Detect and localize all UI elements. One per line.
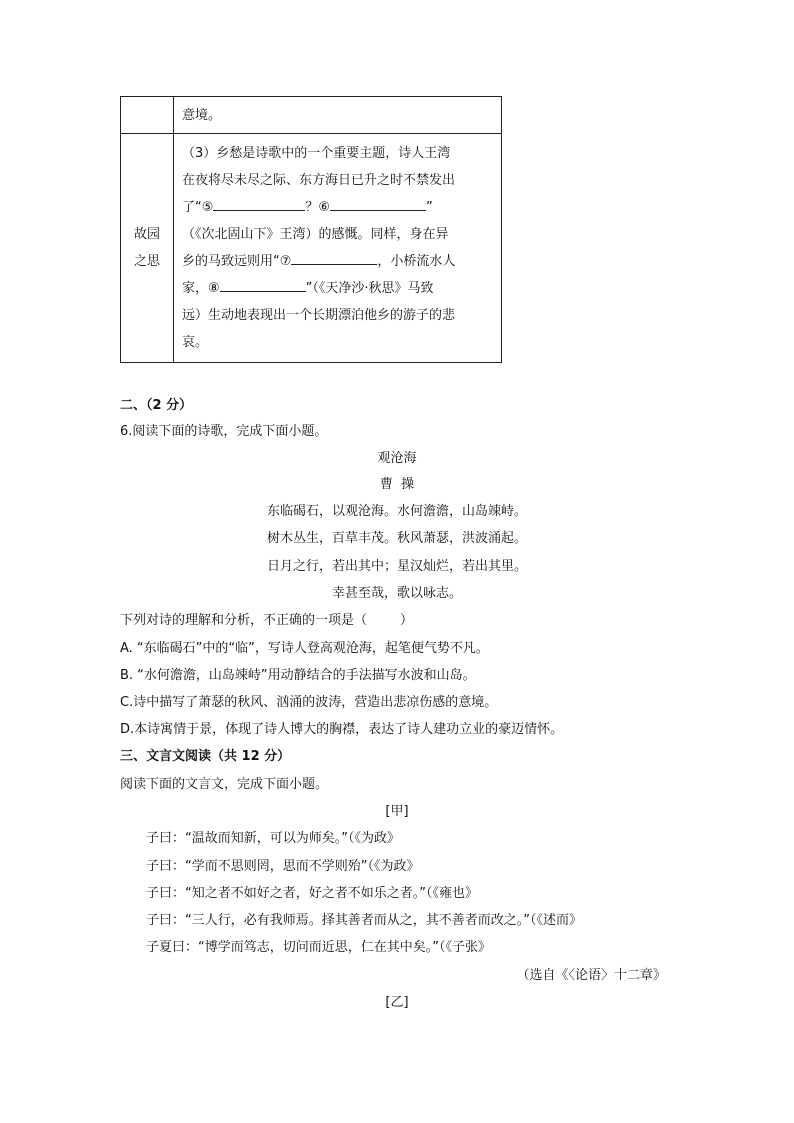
text-fragment: ”（《天净沙·秋思》马致 <box>305 281 434 296</box>
option-a[interactable]: A. “东临碣石”中的“临”，写诗人登高观沧海，起笔便气势不凡。 <box>120 641 489 656</box>
section-heading: 三、文言文阅读（共 12 分） <box>120 749 291 764</box>
quote-line: 子曰：“三人行，必有我师焉。择其善者而从之，其不善者而改之。”（《述而》 <box>146 913 582 928</box>
section-intro: 阅读下面的文言文，完成下面小题。 <box>120 777 329 792</box>
text-fragment: ，小桥流水人 <box>377 254 456 269</box>
text-line: （《次北固山下》王湾）的感慨。同样，身在异 <box>182 227 449 242</box>
passage-label-b: [乙] <box>385 995 409 1010</box>
text-line <box>182 275 495 302</box>
question-prompt: 下列对诗的理解和分析，不正确的一项是（ ） <box>120 613 414 628</box>
option-c[interactable]: C.诗中描写了萧瑟的秋风、汹涌的波涛，营造出悲凉伤感的意境。 <box>120 695 498 710</box>
text-fragment: 家，⑧ <box>182 281 220 296</box>
text-line: 哀。 <box>182 335 209 350</box>
table-cell-label <box>121 134 174 363</box>
table-row <box>121 134 502 363</box>
passage-label-a: [甲] <box>385 804 409 819</box>
section-heading: 二、（2 分） <box>120 398 193 413</box>
option-b[interactable]: B. “水何澹澹，山岛竦峙”用动静结合的手法描写水波和山岛。 <box>120 668 476 683</box>
text-fragment: 乡的马致远则用“⑦ <box>182 254 292 269</box>
source-citation: （选自《〈论语〉十二章》 <box>516 968 666 983</box>
text-fragment: ？⑥ <box>305 200 331 215</box>
poem-line: 幸甚至哉，歌以咏志。 <box>331 586 462 601</box>
text-line: （3）乡愁是诗歌中的一个重要主题，诗人王湾 <box>182 146 451 161</box>
answer-blank-5[interactable] <box>213 197 305 211</box>
text-line <box>182 194 495 221</box>
poem-line: 东临碣石，以观沧海。水何澹澹，山岛竦峙。 <box>266 504 527 519</box>
poem-line: 树木丛生，百草丰茂。秋风萧瑟，洪波涌起。 <box>266 531 527 546</box>
answer-blank-7[interactable] <box>291 251 377 265</box>
table-cell-content: 意境。 <box>174 97 502 134</box>
text-line: 在夜将尽未尽之际、东方海日已升之时不禁发出 <box>182 173 456 188</box>
poetry-fill-table <box>120 96 502 363</box>
answer-blank-8[interactable] <box>220 278 306 292</box>
quote-line: 子曰：“温故而知新，可以为师矣。”（《为政》 <box>146 831 400 846</box>
poem-title: 观沧海 <box>377 451 417 466</box>
label-line: 故园 <box>133 227 160 242</box>
table-cell-label <box>121 97 174 134</box>
question-stem: 6.阅读下面的诗歌，完成下面小题。 <box>120 424 328 439</box>
label-line: 之思 <box>133 254 160 269</box>
quote-line: 子曰：“知之者不如好之者，好之者不如乐之者。”（《雍也》 <box>146 886 478 901</box>
poem-line: 日月之行，若出其中；星汉灿烂，若出其里。 <box>266 559 527 574</box>
text-line <box>182 248 495 275</box>
table-cell-content <box>174 134 502 363</box>
answer-blank-6[interactable] <box>330 197 426 211</box>
table-row <box>121 97 502 134</box>
poem-author: 曹 操 <box>379 477 415 492</box>
text-fragment: ” <box>426 200 433 215</box>
option-d[interactable]: D.本诗寓情于景，体现了诗人博大的胸襟，表达了诗人建功立业的豪迈情怀。 <box>120 722 564 737</box>
quote-line: 子夏曰：“博学而笃志，切问而近思，仁在其中矣。”（《子张》 <box>146 940 491 955</box>
text-line: 远）生动地表现出一个长期漂泊他乡的游子的悲 <box>182 308 456 323</box>
quote-line: 子曰：“学而不思则罔，思而不学则殆”（《为政》 <box>146 859 420 874</box>
text-fragment: 了“⑤ <box>182 200 214 215</box>
